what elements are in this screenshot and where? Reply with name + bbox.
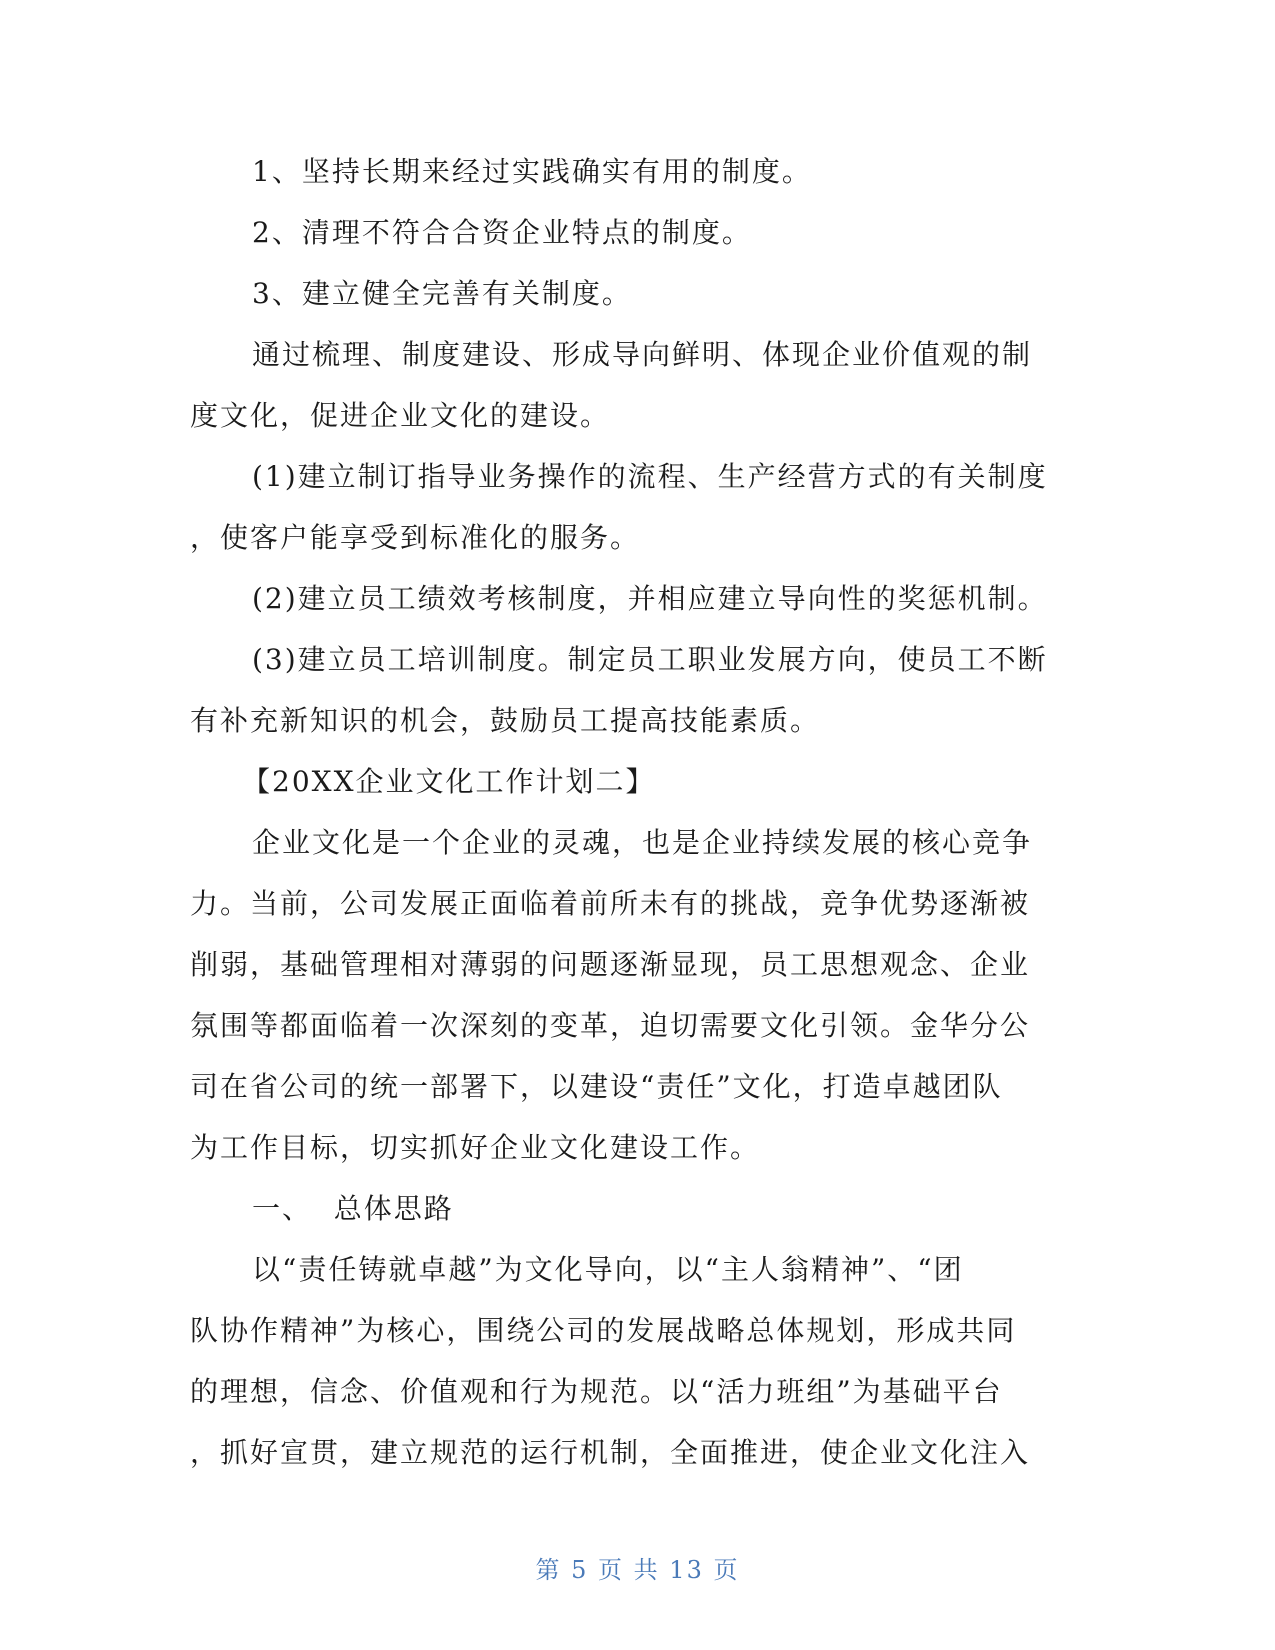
section-heading: 【20XX企业文化工作计划二】: [242, 765, 656, 798]
text-line: 削弱，基础管理相对薄弱的问题逐渐显现，员工思想观念、企业: [190, 948, 1031, 981]
text-line: 有补充新知识的机会，鼓励员工提高技能素质。: [190, 704, 821, 737]
text-line: 为工作目标，切实抓好企业文化建设工作。: [190, 1131, 761, 1164]
text-line: 2、清理不符合合资企业特点的制度。: [252, 216, 752, 249]
text-line: (3)建立员工培训制度。制定员工职业发展方向，使员工不断: [252, 643, 1048, 676]
text-line: 企业文化是一个企业的灵魂，也是企业持续发展的核心竞争: [252, 826, 1033, 859]
text-line: 1、坚持长期来经过实践确实有用的制度。: [252, 155, 812, 188]
text-line: 司在省公司的统一部署下，以建设“责任”文化，打造卓越团队: [190, 1070, 1003, 1103]
document-body: [190, 141, 1080, 1483]
text-line: 的理想，信念、价值观和行为规范。以“活力班组”为基础平台: [190, 1375, 1003, 1408]
text-line: ，使客户能享受到标准化的服务。: [190, 521, 641, 554]
text-line: 度文化，促进企业文化的建设。: [190, 399, 611, 432]
text-line: (2)建立员工绩效考核制度，并相应建立导向性的奖惩机制。: [252, 582, 1048, 615]
page-number-footer: 第 5 页 共 13 页: [535, 1556, 740, 1584]
text-line: 3、建立健全完善有关制度。: [252, 277, 632, 310]
text-line: (1)建立制订指导业务操作的流程、生产经营方式的有关制度: [252, 460, 1048, 493]
text-line: ，抓好宣贯，建立规范的运行机制，全面推进，使企业文化注入: [190, 1436, 1031, 1469]
text-line: 队协作精神”为核心，围绕公司的发展战略总体规划，形成共同: [190, 1314, 1017, 1347]
text-line: 氛围等都面临着一次深刻的变革，迫切需要文化引领。金华分公: [190, 1009, 1031, 1042]
text-line: 以“责任铸就卓越”为文化导向，以“主人翁精神”、“团: [252, 1253, 964, 1286]
text-line: 力。当前，公司发展正面临着前所未有的挑战，竞争优势逐渐被: [190, 887, 1031, 920]
subsection-heading: 一、 总体思路: [252, 1192, 454, 1225]
text-line: 通过梳理、制度建设、形成导向鲜明、体现企业价值观的制: [252, 338, 1033, 371]
